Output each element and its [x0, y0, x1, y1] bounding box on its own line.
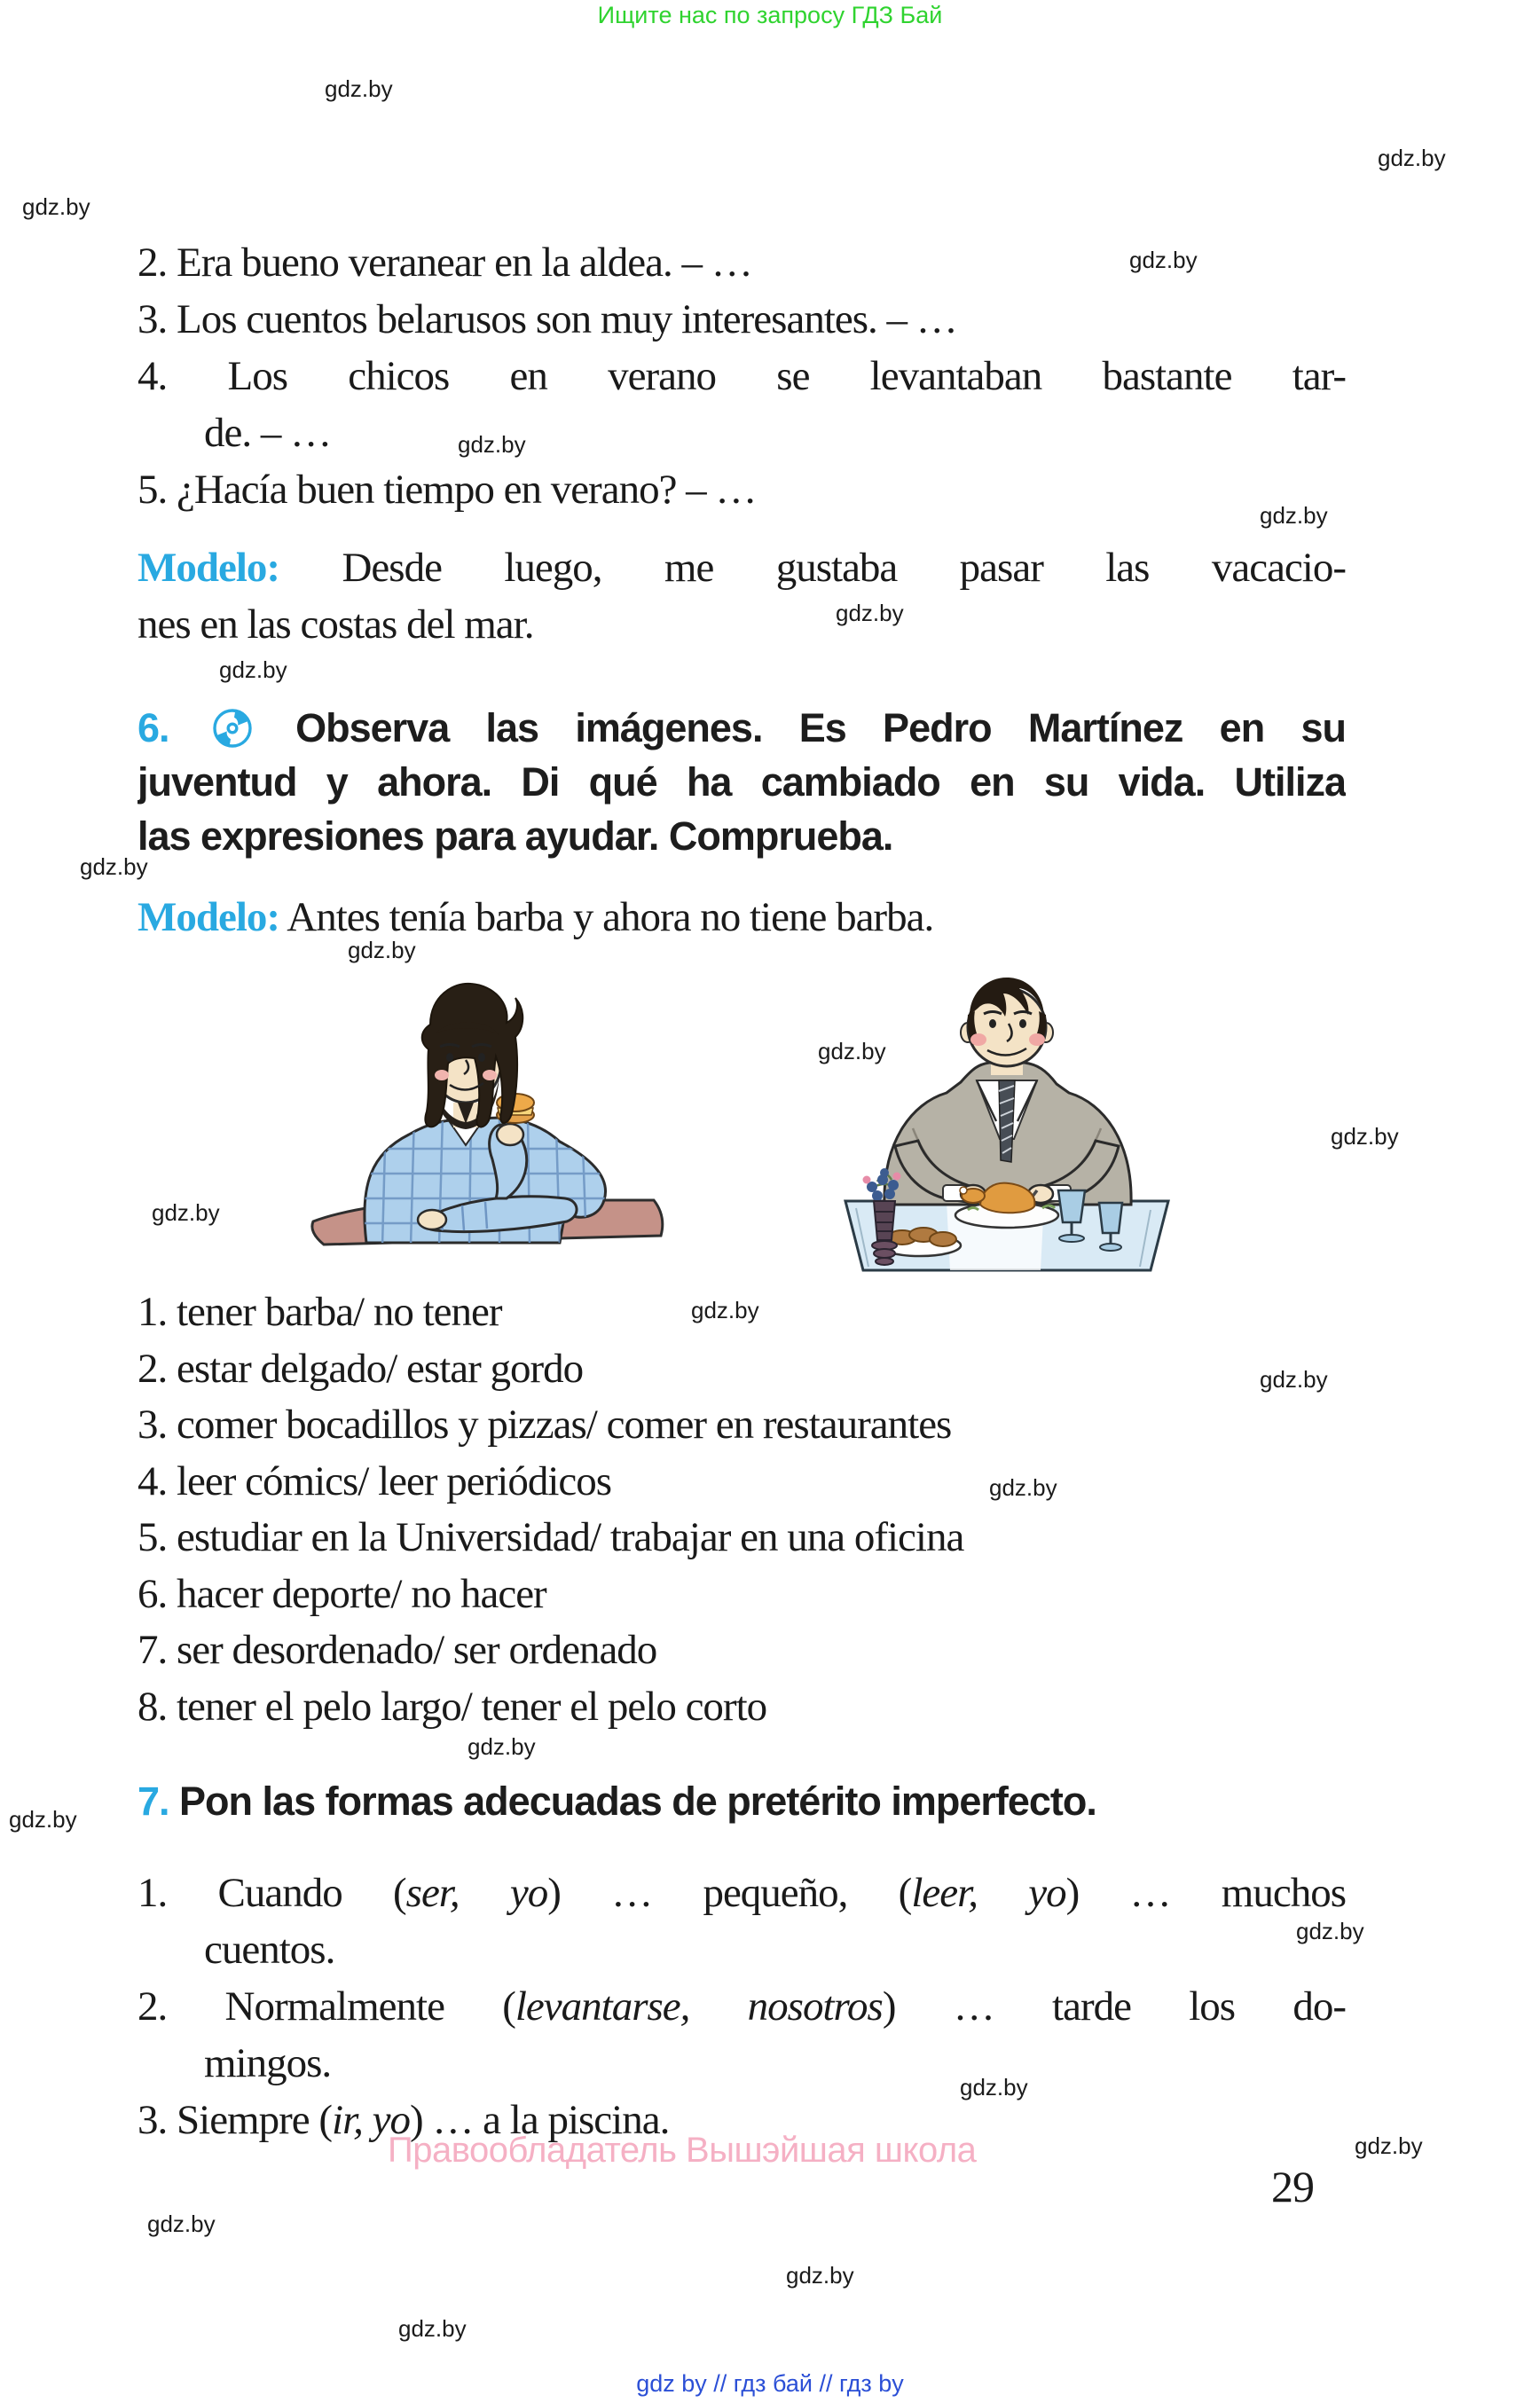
- list-item: 3. comer bocadillos y pizzas/ comer en restaurantes: [138, 1402, 952, 1448]
- watermark: gdz.by: [468, 1733, 536, 1760]
- watermark: gdz.by: [818, 1038, 886, 1064]
- illustration-young-pedro: [297, 971, 670, 1264]
- watermark: gdz.by: [398, 2315, 467, 2342]
- list-item-continuation: mingos.: [204, 2040, 332, 2086]
- list-item: 2. Era bueno veranear en la aldea. – …: [138, 240, 752, 286]
- modelo-text: Antes tenía barba y ahora no tiene barba.: [287, 894, 934, 940]
- page-number: 29: [1271, 2162, 1314, 2211]
- modelo-label: Modelo:: [138, 894, 280, 940]
- modelo-text-continuation: nes en las costas del mar.: [138, 601, 534, 648]
- exercise-7-items: [138, 1865, 1346, 2148]
- footer-note: gdz by // гдз бай // гдз by: [636, 2370, 904, 2397]
- modelo-example-1: [138, 539, 1346, 653]
- illustration-old-pedro: [838, 969, 1175, 1275]
- list-item: 5. estudiar en la Universidad/ trabajar en una oficina: [138, 1514, 964, 1560]
- list-item: 1. Cuando (ser, yo) … pequeño, (leer, yo) … muchos: [138, 1870, 1346, 1916]
- watermark: gdz.by: [152, 1199, 220, 1226]
- watermark: gdz.by: [9, 1806, 77, 1833]
- watermark: gdz.by: [1331, 1123, 1399, 1150]
- watermark: gdz.by: [960, 2074, 1028, 2101]
- list-b: [138, 1284, 1346, 1735]
- list-item: 4. leer cómics/ leer periódicos: [138, 1457, 612, 1504]
- list-item: 3. Los cuentos belarusos son muy interesantes. – …: [138, 296, 957, 342]
- modelo-label: Modelo:: [138, 545, 280, 591]
- modelo-text: Desde luego, me gustaba pasar las vacacio-: [342, 545, 1346, 591]
- copyright-note: Правообладатель Вышэйшая школа: [388, 2131, 977, 2170]
- watermark: gdz.by: [836, 600, 904, 626]
- list-item: 7. ser desordenado/ ser ordenado: [138, 1627, 657, 1673]
- watermark: gdz.by: [80, 853, 148, 880]
- watermark: gdz.by: [691, 1297, 759, 1323]
- exercise-instruction: juventud y ahora. Di qué ha cambiado en su vida. Utiliza: [138, 759, 1346, 805]
- exercise-instruction: las expresiones para ayudar. Comprueba.: [138, 813, 893, 859]
- watermark: gdz.by: [325, 75, 393, 102]
- exercise-instruction: Observa las imágenes. Es Pedro Martínez en su: [295, 705, 1346, 750]
- list-item-continuation: de. – …: [204, 410, 332, 456]
- exercise-7-heading: [138, 1774, 1346, 1828]
- list-item: 8. tener el pelo largo/ tener el pelo corto: [138, 1683, 767, 1730]
- list-item-continuation: cuentos.: [204, 1927, 335, 1973]
- watermark: gdz.by: [786, 2262, 854, 2289]
- watermark: gdz.by: [1378, 145, 1446, 171]
- exercise-number: 7.: [138, 1779, 169, 1824]
- list-item: 4. Los chicos en verano se levantaban bastante tar-: [138, 353, 1346, 399]
- watermark: gdz.by: [219, 656, 287, 683]
- cd-icon: [211, 707, 254, 750]
- exercise-6-heading: [138, 701, 1346, 863]
- list-a: [138, 234, 1346, 518]
- watermark: gdz.by: [1355, 2132, 1423, 2159]
- watermark: gdz.by: [22, 193, 90, 220]
- list-item: 1. tener barba/ no tener: [138, 1289, 502, 1335]
- watermark: gdz.by: [1129, 247, 1198, 273]
- watermark: gdz.by: [1260, 502, 1328, 529]
- list-item: 2. Normalmente (levantarse, nosotros) … tarde los do-: [138, 1983, 1346, 2030]
- exercise-instruction: Pon las formas adecuadas de pretérito imperfecto.: [179, 1779, 1096, 1824]
- modelo-example-2: [138, 889, 1346, 946]
- header-note: Ищите нас по запросу ГДЗ Бай: [597, 2, 943, 28]
- watermark: gdz.by: [1296, 1918, 1364, 1944]
- watermark: gdz.by: [1260, 1366, 1328, 1393]
- list-item: 5. ¿Hacía buen tiempo en verano? – …: [138, 467, 757, 513]
- watermark: gdz.by: [989, 1474, 1057, 1501]
- list-item: 3. Siempre (ir, yo) … a la piscina.: [138, 2097, 670, 2143]
- list-item: 6. hacer deporte/ no hacer: [138, 1570, 546, 1617]
- watermark: gdz.by: [147, 2211, 216, 2237]
- watermark: gdz.by: [348, 937, 416, 963]
- exercise-number: 6.: [138, 705, 169, 750]
- watermark: gdz.by: [458, 431, 526, 458]
- list-item: 2. estar delgado/ estar gordo: [138, 1345, 584, 1392]
